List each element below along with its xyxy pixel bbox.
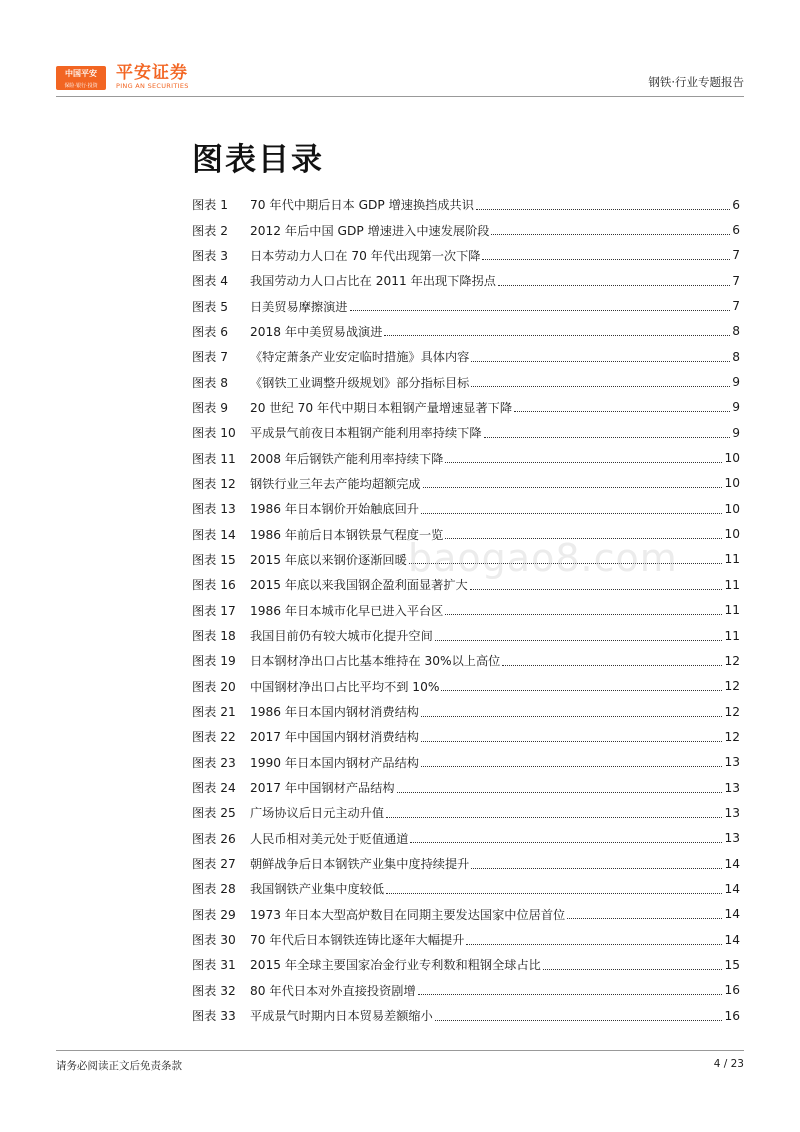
toc-entry-page: 16: [724, 1008, 740, 1023]
toc-dot-leader: [386, 893, 722, 894]
toc-entry[interactable]: [192, 243, 740, 268]
toc-entry-title: 2017 年中国国内钢材消费结构: [250, 730, 419, 745]
toc-entry-title: 我国钢铁产业集中度较低: [250, 882, 385, 897]
toc-entry[interactable]: [192, 750, 740, 775]
toc-dot-leader: [471, 386, 730, 387]
toc-dot-leader: [502, 665, 722, 666]
toc-entry[interactable]: [192, 648, 740, 673]
toc-entry-page: 14: [724, 932, 740, 947]
toc-entry-label: 图表 14: [192, 527, 236, 542]
toc-entry-title: 日本钢材净出口占比基本维持在 30%以上高位: [250, 654, 501, 669]
toc-entry-title: 80 年代日本对外直接投资剧增: [250, 983, 416, 998]
toc-entry[interactable]: [192, 699, 740, 724]
pingan-logo: [56, 66, 106, 90]
toc-entry-page: 12: [724, 653, 740, 668]
toc-entry-label: 图表 12: [192, 476, 236, 491]
toc-entry[interactable]: [192, 978, 740, 1003]
toc-entry[interactable]: [192, 952, 740, 977]
toc-dot-leader: [543, 969, 723, 970]
toc-entry-label: 图表 20: [192, 679, 236, 694]
toc-entry[interactable]: [192, 623, 740, 648]
toc-dot-leader: [397, 792, 723, 793]
logo-box-subtitle: 保险·银行·投资: [64, 83, 98, 89]
toc-entry-label: 图表 19: [192, 654, 236, 669]
toc-entry-title: 人民币相对美元处于贬值通道: [250, 831, 409, 846]
toc-entry-label: 图表 33: [192, 1009, 236, 1024]
toc-entry-title: 朝鲜战争后日本钢铁产业集中度持续提升: [250, 857, 470, 872]
toc-entry-label: 图表 21: [192, 705, 236, 720]
brand-name-cn: 平安证券: [116, 63, 188, 83]
toc-entry-title: 2017 年中国钢材产品结构: [250, 781, 395, 796]
toc-entry[interactable]: [192, 293, 740, 318]
toc-entry-page: 9: [732, 425, 740, 440]
toc-entry-title: 中国钢材净出口占比平均不到 10%: [250, 679, 440, 694]
toc-entry-title: 2015 年全球主要国家冶金行业专利数和粗钢全球占比: [250, 958, 541, 973]
toc-entry-label: 图表 26: [192, 831, 236, 846]
toc-entry-page: 10: [724, 476, 740, 491]
toc-entry-label: 图表 29: [192, 907, 236, 922]
toc-dot-leader: [445, 462, 722, 463]
toc-entry[interactable]: [192, 471, 740, 496]
toc-entry-title: 我国目前仍有较大城市化提升空间: [250, 629, 433, 644]
toc-entry-label: 图表 15: [192, 552, 236, 567]
toc-dot-leader: [491, 234, 730, 235]
toc-dot-leader: [498, 285, 730, 286]
toc-entry-title: 1986 年日本钢价开始触底回升: [250, 502, 419, 517]
toc-dot-leader: [421, 741, 723, 742]
toc-entry[interactable]: [192, 1003, 740, 1028]
toc-entry-title: 1986 年日本国内钢材消费结构: [250, 705, 419, 720]
toc-dot-leader: [421, 513, 723, 514]
toc-entry[interactable]: [192, 826, 740, 851]
brand-name: [116, 64, 189, 91]
toc-entry[interactable]: [192, 445, 740, 470]
toc-dot-leader: [445, 614, 722, 615]
toc-entry-page: 10: [724, 451, 740, 466]
toc-entry-label: 图表 27: [192, 857, 236, 872]
toc-dot-leader: [514, 411, 730, 412]
toc-entry-page: 11: [724, 628, 740, 643]
toc-entry-title: 1986 年日本城市化早已进入平台区: [250, 603, 444, 618]
toc-entry-label: 图表 24: [192, 781, 236, 796]
toc-entry[interactable]: [192, 724, 740, 749]
toc-entry-label: 图表 18: [192, 629, 236, 644]
toc-dot-leader: [567, 918, 722, 919]
toc-entry-label: 图表 1: [192, 198, 229, 213]
toc-dot-leader: [435, 1020, 723, 1021]
toc-entry-page: 14: [724, 881, 740, 896]
toc-entry[interactable]: [192, 192, 740, 217]
toc-entry[interactable]: [192, 927, 740, 952]
toc-entry-page: 10: [724, 527, 740, 542]
toc-entry-page: 11: [724, 552, 740, 567]
watermark: baogao8.com: [408, 536, 678, 580]
toc-dot-leader: [441, 690, 722, 691]
toc-entry-label: 图表 8: [192, 375, 229, 390]
toc-entry-page: 7: [732, 299, 740, 314]
toc-entry[interactable]: [192, 598, 740, 623]
toc-entry-page: 15: [724, 957, 740, 972]
toc-entry-label: 图表 9: [192, 400, 229, 415]
toc-entry-title: 1973 年日本大型高炉数目在同期主要发达国家中位居首位: [250, 907, 566, 922]
page-header: [56, 62, 744, 97]
toc-entry-title: 平成景气时期内日本贸易差额缩小: [250, 1009, 433, 1024]
toc-entry-label: 图表 22: [192, 730, 236, 745]
toc-dot-leader: [471, 361, 730, 362]
toc-entry-label: 图表 16: [192, 578, 236, 593]
toc-entry-label: 图表 17: [192, 603, 236, 618]
toc-entry-title: 20 世纪 70 年代中期日本粗钢产量增速显著下降: [250, 400, 513, 415]
toc-entry-title: 《特定萧条产业安定临时措施》具体内容: [250, 350, 470, 365]
toc-entry[interactable]: [192, 369, 740, 394]
toc-entry-label: 图表 6: [192, 324, 229, 339]
toc-entry-page: 12: [724, 679, 740, 694]
toc-entry[interactable]: [192, 268, 740, 293]
toc-dot-leader: [421, 766, 723, 767]
toc-entry-label: 图表 31: [192, 958, 236, 973]
toc-dot-leader: [476, 209, 730, 210]
toc-entry-title: 1990 年日本国内钢材产品结构: [250, 755, 419, 770]
toc-entry[interactable]: [192, 496, 740, 521]
toc-entry-page: 13: [724, 831, 740, 846]
toc-dot-leader: [471, 868, 722, 869]
toc-entry-page: 8: [732, 349, 740, 364]
toc-entry-label: 图表 11: [192, 451, 236, 466]
toc-entry[interactable]: [192, 674, 740, 699]
toc-entry-page: 12: [724, 729, 740, 744]
toc-dot-leader: [435, 640, 723, 641]
toc-entry-page: 10: [724, 501, 740, 516]
toc-dot-leader: [386, 817, 722, 818]
toc-entry-label: 图表 23: [192, 755, 236, 770]
toc-entry-title: 《钢铁工业调整升级规划》部分指标目标: [250, 375, 470, 390]
toc-entry-title: 2018 年中美贸易战演进: [250, 324, 383, 339]
toc-dot-leader: [350, 310, 731, 311]
toc-dot-leader: [421, 716, 723, 717]
toc-entry-page: 6: [732, 197, 740, 212]
toc-list: [192, 192, 740, 1028]
page-number: 4 / 23: [713, 1058, 744, 1070]
toc-entry-label: 图表 13: [192, 502, 236, 517]
toc-entry-title: 70 年代后日本钢铁连铸比逐年大幅提升: [250, 933, 465, 948]
toc-entry-page: 7: [732, 248, 740, 263]
toc-entry-page: 11: [724, 603, 740, 618]
brand-name-en: PING AN SECURITIES: [116, 82, 189, 90]
toc-entry-page: 9: [732, 375, 740, 390]
toc-dot-leader: [418, 994, 723, 995]
toc-entry-title: 日美贸易摩擦演进: [250, 299, 348, 314]
toc-entry-label: 图表 25: [192, 806, 236, 821]
toc-entry-page: 11: [724, 577, 740, 592]
toc-entry-title: 平成景气前夜日本粗钢产能利用率持续下降: [250, 426, 482, 441]
toc-entry[interactable]: [192, 851, 740, 876]
page-title: 图表目录: [192, 142, 324, 178]
toc-entry-title: 我国劳动力人口占比在 2011 年出现下降拐点: [250, 274, 496, 289]
toc-entry-page: 7: [732, 273, 740, 288]
page-footer: [56, 1050, 744, 1071]
toc-entry-label: 图表 5: [192, 299, 229, 314]
toc-entry-title: 2012 年后中国 GDP 增速进入中速发展阶段: [250, 223, 490, 238]
toc-entry-label: 图表 30: [192, 933, 236, 948]
toc-dot-leader: [482, 259, 730, 260]
toc-entry[interactable]: [192, 902, 740, 927]
toc-entry-page: 12: [724, 704, 740, 719]
toc-entry[interactable]: [192, 876, 740, 901]
toc-entry-title: 2008 年后钢铁产能利用率持续下降: [250, 451, 444, 466]
toc-entry-title: 1986 年前后日本钢铁景气程度一览: [250, 527, 444, 542]
toc-entry-label: 图表 28: [192, 882, 236, 897]
toc-entry-page: 14: [724, 907, 740, 922]
toc-dot-leader: [410, 842, 722, 843]
toc-entry-title: 广场协议后日元主动升值: [250, 806, 385, 821]
toc-dot-leader: [484, 437, 731, 438]
toc-dot-leader: [384, 335, 730, 336]
toc-entry[interactable]: [192, 217, 740, 242]
toc-entry-label: 图表 2: [192, 223, 229, 238]
toc-entry-label: 图表 10: [192, 426, 236, 441]
toc-entry-label: 图表 32: [192, 983, 236, 998]
disclaimer-note: 请务必阅读正文后免责条款: [56, 1060, 182, 1072]
toc-entry-page: 13: [724, 780, 740, 795]
toc-entry-title: 2015 年底以来我国钢企盈利面显著扩大: [250, 578, 468, 593]
toc-entry-page: 14: [724, 856, 740, 871]
toc-entry-label: 图表 4: [192, 274, 229, 289]
toc-dot-leader: [470, 589, 723, 590]
toc-entry-page: 9: [732, 400, 740, 415]
toc-entry-page: 13: [724, 755, 740, 770]
toc-entry-page: 6: [732, 223, 740, 238]
toc-entry[interactable]: [192, 319, 740, 344]
toc-entry-page: 13: [724, 805, 740, 820]
toc-dot-leader: [423, 487, 723, 488]
toc-entry-title: 日本劳动力人口在 70 年代出现第一次下降: [250, 248, 481, 263]
toc-dot-leader: [466, 944, 722, 945]
logo-box-title: 中国平安: [65, 69, 97, 78]
toc-entry[interactable]: [192, 420, 740, 445]
toc-entry-page: 16: [724, 983, 740, 998]
toc-entry-page: 8: [732, 324, 740, 339]
toc-entry-title: 2015 年底以来钢价逐渐回暖: [250, 552, 407, 567]
toc-entry-label: 图表 7: [192, 350, 229, 365]
toc-entry[interactable]: [192, 395, 740, 420]
toc-entry[interactable]: [192, 344, 740, 369]
toc-entry[interactable]: [192, 775, 740, 800]
toc-entry[interactable]: [192, 800, 740, 825]
toc-entry-title: 钢铁行业三年去产能均超额完成: [250, 476, 421, 491]
toc-entry-label: 图表 3: [192, 248, 229, 263]
toc-entry-title: 70 年代中期后日本 GDP 增速换挡成共识: [250, 198, 474, 213]
report-type: 钢铁·行业专题报告: [648, 75, 744, 89]
